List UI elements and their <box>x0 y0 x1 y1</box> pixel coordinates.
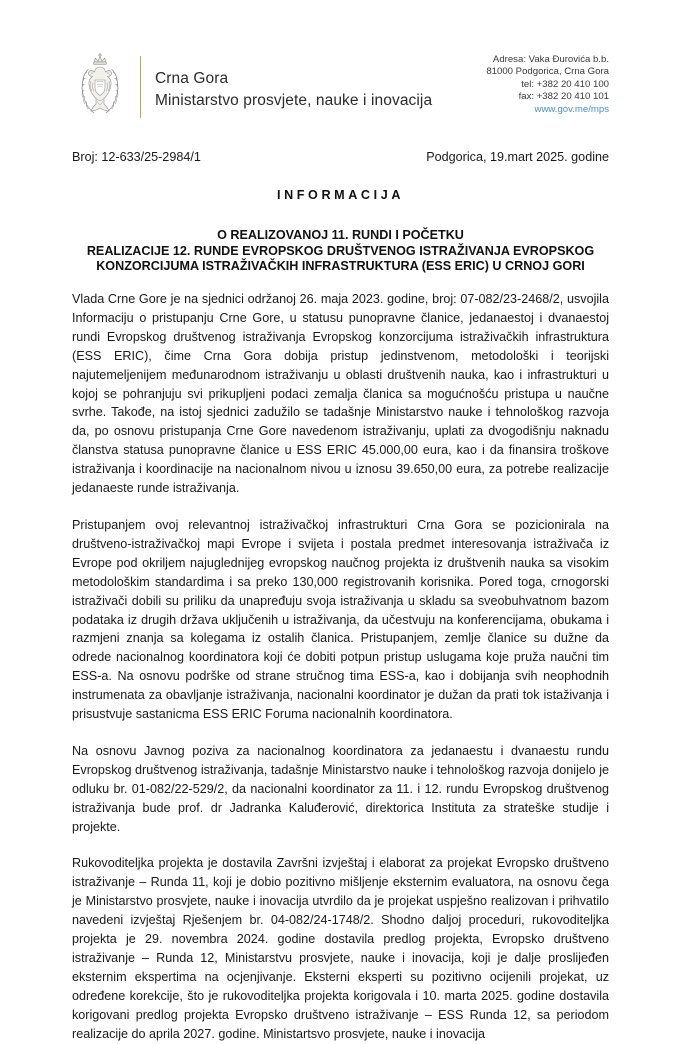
country-name: Crna Gora <box>155 70 229 87</box>
body-paragraph: Na osnovu Javnog poziva za nacionalnog koordinatora za jedanaestu i dvanaestu rundu Evropskog društvenog istraživanja, tadašnje Ministarstvo nauke i tehnološkog razvoja donijelo je odluku br. 01-082/22-529/2, da nacionalni koordinator za 11. i 12. rundu Evropskog društvenog istraživanja bude prof. dr Jadranka Kaluđerović, direktorica Instituta za strateške studije i projekte. <box>72 743 609 834</box>
contact-city: 81000 Podgorica, Crna Gora <box>486 66 609 78</box>
body-paragraph: Vlada Crne Gore je na sjednici održanoj 26. maja 2023. godine, broj: 07-082/23-2468/2, usvojila Informaciju o pristupanju Crne Gore, u statusu punopravne članice, jedanaestoj i dvanaestoj rundi Evropskog društvenog istraživanja Evropskog konzorcijuma istraživačkih infrastruktura (ESS ERIC), čime Crna Gora dobija pristup jedinstvenom, metodološki i teorijski najutemeljenijem međunarodnom istraživanju u oblasti društvenih nauka, kao i infrastrukturi u kojoj se pohranjuju svi prikupljeni podaci zemalja članica sa mogućnošću pristupa u naučne svrhe. Takođe, na istoj sjednici zadužilo se tadašnje Ministarstvo nauke i tehnološkog razvoja da, po osnovu pristupanja Crne Gore navedenom istraživanju, uplati za dvogodišnju naknadu članstva statusa punopravne članice u ESS ERIC 45.000,00 eura, kao i da finansira troškove istraživanja i koordinacije na nacionalnom nivou u iznosu 39.650,00 eura, za potrebe realizacije jedanaeste runde istraživanja. <box>72 292 609 496</box>
letterhead <box>0 52 679 122</box>
contact-website-link[interactable]: www.gov.me/mps <box>534 103 609 115</box>
document-subtitle <box>72 228 609 275</box>
subtitle-line-1: O REALIZOVANOJ 11. RUNDI I POČETKU <box>217 228 464 242</box>
contact-address: Adresa: Vaka Đurovića b.b. <box>492 54 609 65</box>
subtitle-line-3: KONZORCIJUMA ISTRAŽIVAČKIH INFRASTRUKTURA (ESS ERIC) U CRNOJ GORI <box>96 259 585 274</box>
document-number: Broj: 12-633/25-2984/1 <box>72 150 201 164</box>
contact-fax: fax: +382 20 410 101 <box>518 91 609 103</box>
montenegro-coat-of-arms-icon <box>72 52 128 122</box>
body-paragraph: Rukovoditeljka projekta je dostavila Završni izvještaj i elaborat za projekat Evropsko društveno istraživanje – Runda 11, koji je dobio pozitivno mišljenje eksternim evaluatora, na osnovu čega je Ministarstvo prosvjete, nauke i inovacija utvrdilo da je projekat uspješno realizovan i prihvatilo navedeni izvještaj Rješenjem br. 04-082/24-1748/2. Shodno daljoj proceduri, rukovoditeljka projekta je 29. novembra 2024. godine dostavila predlog projekta, Evropsko društveno istraživanje – Runda 12, Ministarstvu prosvjete, nauke i inovacija, koji je dalje proslijeđen eksternim ekspertima na ocjenjivanje. Eksterni eksperti su pozitivno ocijenili projekat, uz određene korekcije, što je rukovoditeljka projekta korigovala i 10. marta 2025. godine dostavila korigovani predlog projekta Evropsko društveno istraživanje – ESS Runda 12, sa periodom realizacije do aprila 2027. godine. Ministartsvo prosvjete, nauke i inovacija <box>72 856 609 1041</box>
contact-tel: tel: +382 20 410 100 <box>521 78 609 90</box>
document-body <box>72 290 609 1044</box>
ministry-name: Ministarstvo prosvjete, nauke i inovacija <box>155 92 433 109</box>
brand-divider <box>140 56 141 118</box>
place-and-date: Podgorica, 19.mart 2025. godine <box>426 150 609 164</box>
subtitle-line-2: REALIZACIJE 12. RUNDE EVROPSKOG DRUŠTVENOG ISTRAŽIVANJA EVROPSKOG <box>86 243 595 258</box>
reference-line <box>72 148 609 166</box>
brand-text <box>155 62 432 112</box>
body-paragraph: Pristupanjem ovoj relevantnoj istraživačkoj infrastrukturi Crna Gora se pozicionirala na društveno-istraživačkoj mapi Evrope i svijeta i postala predmet interesovanja istraživača iz Evrope pod okriljem najuglednijeg evropskog naučnog projekta iz društvenih nauka sa visokim metodološkim standardima i sa preko 130,000 registrovanih korisnika. Pored toga, crnogorski istraživači dobili su priliku da unapređuju svoja istraživanja u skladu sa sveobuhvatnom bazom podataka iz drugih država uključenih u istraživanja, da učestvuju na konferencijama, obukama i razmjeni znanja sa kolegama iz ostalih članica. Pristupanjem, zemlje članice su dužne da odrede nacionalnog koordinatora koji će dobiti potpun pristup uslugama koje pruža naučni tim ESS-a. Na osnovu podrške od strane stručnog tima ESS-a, kao i dobijanja svih neophodnih instrumenata za obavljanje istraživanja, nacionalni koordinator je dužan da prati tok istaživanja i prisustvuje sastanicma ESS ERIC Foruma nacionalnih koordinatora. <box>72 517 609 722</box>
contact-block <box>486 52 609 116</box>
document-type-title: INFORMACIJA <box>276 188 405 202</box>
brand-block <box>72 52 432 122</box>
